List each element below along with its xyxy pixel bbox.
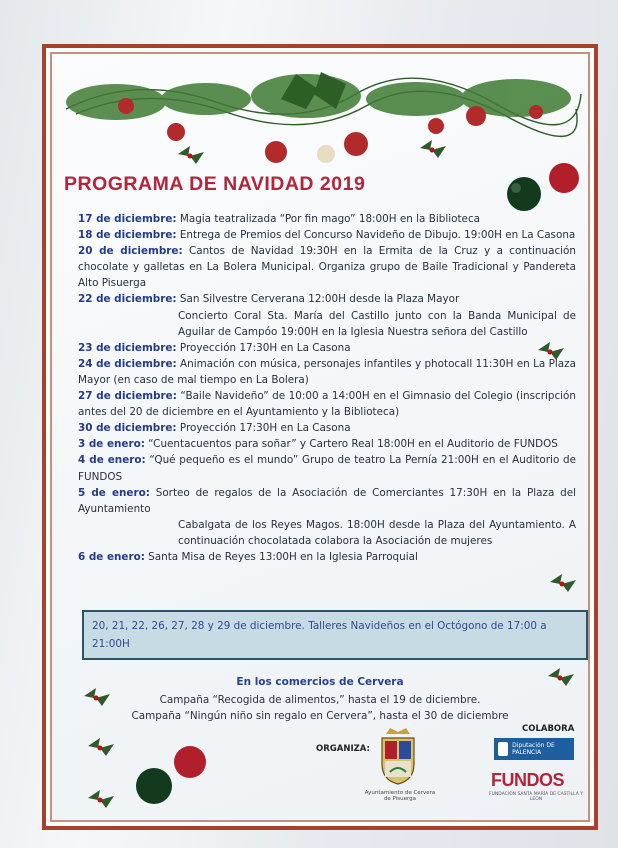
list-item — [78, 420, 576, 436]
list-item — [78, 452, 576, 484]
event-date: 24 de diciembre: — [78, 357, 177, 370]
campaign-gifts: Campaña “Ningún niño sin regalo en Cervera”, hasta el 30 de diciembre — [131, 710, 509, 722]
event-date: 22 de diciembre: — [78, 293, 177, 306]
diputacion-logo — [494, 738, 574, 760]
event-program-list — [78, 211, 576, 565]
event-date: 23 de diciembre: — [78, 341, 177, 354]
poster-title: PROGRAMA DE NAVIDAD 2019 — [64, 173, 366, 195]
event-date: 4 de enero: — [78, 454, 146, 467]
event-description: Sorteo de regalos de la Asociación de Comerciantes 17:30H en la Plaza del Ayuntamiento — [78, 486, 577, 515]
event-description: “Qué pequeño es el mundo” Grupo de teatro La Pernía 21:00H en el Auditorio de FUNDOS — [78, 454, 576, 483]
event-date: 30 de diciembre: — [78, 422, 177, 435]
event-date: 17 de diciembre: — [78, 213, 177, 225]
event-description: Cantos de Navidad 19:30H en la Ermita de la Cruz y a continuación chocolate y galletas en La Bolera Municipal. Organiza grupo de Baile Tradicional y Pandereta Alto Pisuerga — [78, 245, 576, 290]
list-item — [78, 436, 576, 452]
pine-garland-with-baubles — [56, 54, 586, 164]
list-item — [78, 227, 576, 243]
event-description: “Cuentacuentos para soñar” y Cartero Real 18:00H en el Auditorio de FUNDOS — [148, 438, 558, 451]
list-item — [78, 388, 576, 420]
workshops-dates: 20, 21, 22, 26, 27, 28 y 29 de diciembre. — [92, 620, 305, 632]
event-description: Proyección 17:30H en La Casona — [179, 422, 351, 435]
event-description: Magia teatralizada “Por fin mago” 18:00H en la Biblioteca — [179, 213, 481, 225]
campaign-food-drive: Campaña “Recogida de alimentos,” hasta el 19 de diciembre. — [159, 694, 481, 706]
event-description: Santa Misa de Reyes 13:00H en la Iglesia Parroquial — [148, 550, 418, 563]
event-description: Concierto Coral Sta. María del Castillo junto con la Banda Municipal de Aguilar de Campóo 19:00H en la Iglesia Nuestra señora del Castillo — [178, 309, 576, 338]
event-date: 18 de diciembre: — [78, 229, 177, 242]
event-description: Proyección 17:30H en La Casona — [179, 341, 351, 354]
workshops-text: Talleres Navideños en el Octógono de 17:00 a 21:00H — [92, 620, 547, 650]
christmas-program-poster — [42, 44, 598, 830]
workshops-banner — [82, 610, 588, 660]
list-item — [78, 340, 576, 356]
fundos-caption: FUNDACIÓN SANTA MARÍA DE CASTILLA Y LEÓN — [489, 792, 583, 802]
event-date: 3 de enero: — [78, 438, 145, 451]
holly-icon — [176, 142, 206, 168]
shops-heading: En los comercios de Cervera — [236, 676, 404, 688]
list-item — [78, 243, 576, 291]
list-item — [78, 356, 576, 388]
event-date: 5 de enero: — [78, 486, 150, 499]
diputacion-mark-icon — [498, 742, 508, 756]
organiza-label: ORGANIZA: — [316, 744, 370, 754]
list-item — [78, 517, 576, 549]
holly-icon — [86, 786, 116, 812]
bauble-ornaments-icon — [496, 158, 586, 218]
event-description: Animación con música, personajes infantiles y photocall 11:30H en La Plaza Mayor (en caso de mal tiempo en La Bolera) — [78, 357, 576, 386]
holly-icon — [86, 734, 116, 760]
event-description: Entrega de Premios del Concurso Navideño de Dibujo. 19:00H en La Casona — [179, 229, 576, 242]
list-item — [78, 549, 576, 565]
list-item — [78, 211, 576, 227]
event-description: “Baile Navideño” de 10:00 a 14:00H en el Gimnasio del Colegio (inscripción antes del 20 de diciembre en el Ayuntamiento y la Biblioteca) — [78, 390, 576, 419]
fundos-logo: FUNDOS — [491, 770, 564, 790]
event-description: Cabalgata de los Reyes Magos. 18:00H desde la Plaza del Ayuntamiento. A continuación chocolatada colabora la Asociación de mujeres — [178, 518, 576, 547]
list-item — [78, 291, 576, 307]
holly-icon — [548, 570, 578, 596]
holly-icon — [418, 136, 448, 162]
event-date: 27 de diciembre: — [78, 390, 177, 403]
list-item — [78, 308, 576, 340]
diputacion-text: Diputación DE PALENCIA — [512, 742, 555, 756]
event-description: San Silvestre Cerverana 12:00H desde la Plaza Mayor — [179, 293, 460, 306]
event-date: 6 de enero: — [78, 550, 145, 563]
bauble-ornaments-icon — [130, 738, 210, 808]
town-crest-icon — [376, 728, 420, 786]
event-date: 20 de diciembre: — [78, 245, 183, 258]
list-item — [78, 485, 576, 517]
colabora-label: COLABORA — [522, 724, 575, 734]
ayuntamiento-caption: Ayuntamiento de Cervera de Pisuerga — [364, 790, 436, 802]
